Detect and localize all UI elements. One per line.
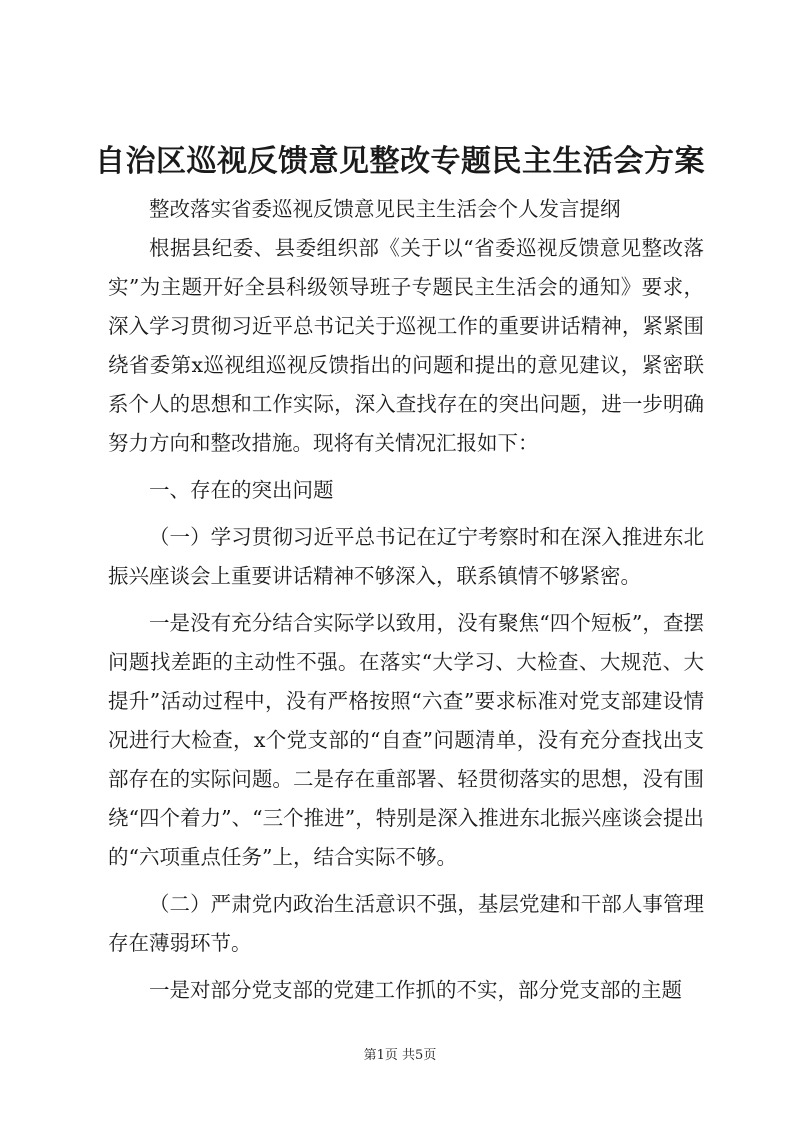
- body-paragraph-1: 一是没有充分结合实际学以致用，没有聚焦“四个短板”，查摆问题找差距的主动性不强。在落实“大学习、大检查、大规范、大提升”活动过程中，没有严格按照“六查”要求标准对党支部建设情况进行大检查，x个党支部的“自查”问题清单，没有充分查找出支部存在的实际问题。二是存在重部署、轻贯彻落实的思想，没有围绕“四个着力”、“三个推进”，特别是深入推进东北振兴座谈会提出的“六项重点任务”上，结合实际不够。: [108, 611, 704, 869]
- intro-paragraph: 根据县纪委、县委组织部《关于以“省委巡视反馈意见整改落实”为主题开好全县科级领导班子专题民主生活会的通知》要求，深入学习贯彻习近平总书记关于巡视工作的重要讲话精神，紧紧围绕省委第x巡视组巡视反馈指出的问题和提出的意见建议，紧密联系个人的思想和工作实际，深入查找存在的突出问题，进一步明确努力方向和整改措施。现将有关情况汇报如下：: [108, 236, 704, 455]
- page-number-footer: 第1页 共5页: [363, 1048, 437, 1063]
- subtitle-paragraph: 整改落实省委巡视反馈意见民主生活会个人发言提纲: [149, 197, 621, 221]
- document-body: [108, 190, 704, 1010]
- document-title: 自治区巡视反馈意见整改专题民主生活会方案: [95, 144, 705, 179]
- body-paragraph-2: 一是对部分党支部的党建工作抓的不实，部分党支部的主题: [149, 978, 682, 1002]
- subsection-heading-2: （二）严肃党内政治生活意识不强，基层党建和干部人事管理存在薄弱环节。: [108, 892, 704, 955]
- section-heading: 一、存在的突出问题: [149, 478, 334, 502]
- subsection-heading-1: （一）学习贯彻习近平总书记在辽宁考察时和在深入推进东北振兴座谈会上重要讲话精神不够深入，联系镇情不够紧密。: [108, 525, 704, 588]
